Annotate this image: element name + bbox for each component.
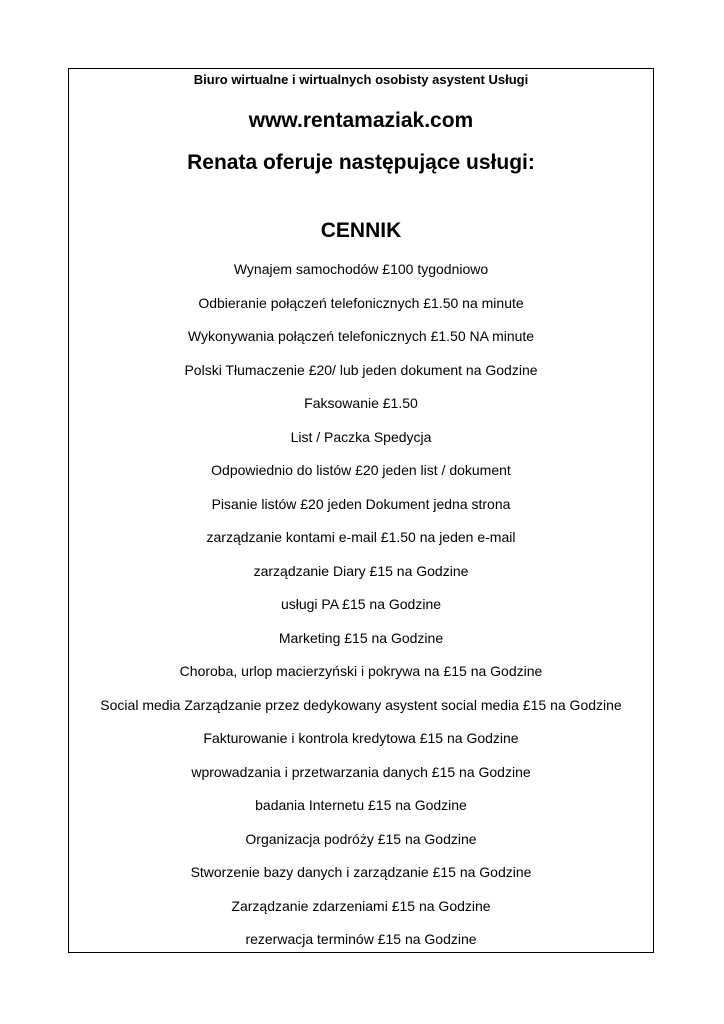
price-list-item: Polski Tłumaczenie £20/ lub jeden dokument na Godzine [184, 361, 538, 378]
price-list-item: wprowadzania i przetwarzania danych £15 na Godzine [191, 763, 531, 780]
price-list-item: Odbieranie połączeń telefonicznych £1.50 na minute [198, 294, 524, 311]
price-list-item: zarządzanie kontami e-mail £1.50 na jeden e-mail [206, 529, 516, 545]
price-list-item: Social media Zarządzanie przez dedykowany asystent social media £15 na Godzine [100, 696, 622, 713]
price-list-item: Choroba, urlop macierzyński i pokrywa na £15 na Godzine [179, 663, 543, 679]
price-list-item: badania Internetu £15 na Godzine [255, 797, 467, 813]
price-list-item: Zarządzanie zdarzeniami £15 na Godzine [231, 897, 491, 914]
document-subtitle: Biuro wirtualne i wirtualnych osobisty asystent Usługi [193, 72, 529, 87]
price-list-item: List / Paczka Spedycja [290, 428, 432, 445]
price-list-item: zarządzanie Diary £15 na Godzine [253, 562, 469, 579]
price-list-item: Wynajem samochodów £100 tygodniowo [233, 261, 489, 277]
price-list-item: Odpowiednio do listów £20 jeden list / dokument [211, 462, 511, 478]
page-frame [68, 68, 654, 953]
price-list-item: Stworzenie bazy danych i zarządzanie £15 na Godzine [190, 864, 532, 880]
price-list-heading: CENNIK [320, 219, 402, 242]
price-list-item: rezerwacja terminów £15 na Godzine [245, 931, 477, 947]
price-list-item: usługi PA £15 na Godzine [280, 596, 442, 612]
intro-heading: Renata oferuje następujące usługi: [187, 151, 535, 174]
price-list-item: Organizacja podróży £15 na Godzine [245, 830, 477, 847]
price-list-item: Marketing £15 na Godzine [278, 629, 444, 646]
price-list [29, 257, 693, 961]
price-list-item: Wykonywania połączeń telefonicznych £1.50 NA minute [187, 328, 535, 344]
price-list-item: Fakturowanie i kontrola kredytowa £15 na Godzine [203, 730, 519, 746]
website-address: www.rentamaziak.com [248, 109, 474, 132]
price-list-item: Pisanie listów £20 jeden Dokument jedna strona [211, 495, 511, 512]
price-list-item: Faksowanie £1.50 [304, 395, 418, 411]
